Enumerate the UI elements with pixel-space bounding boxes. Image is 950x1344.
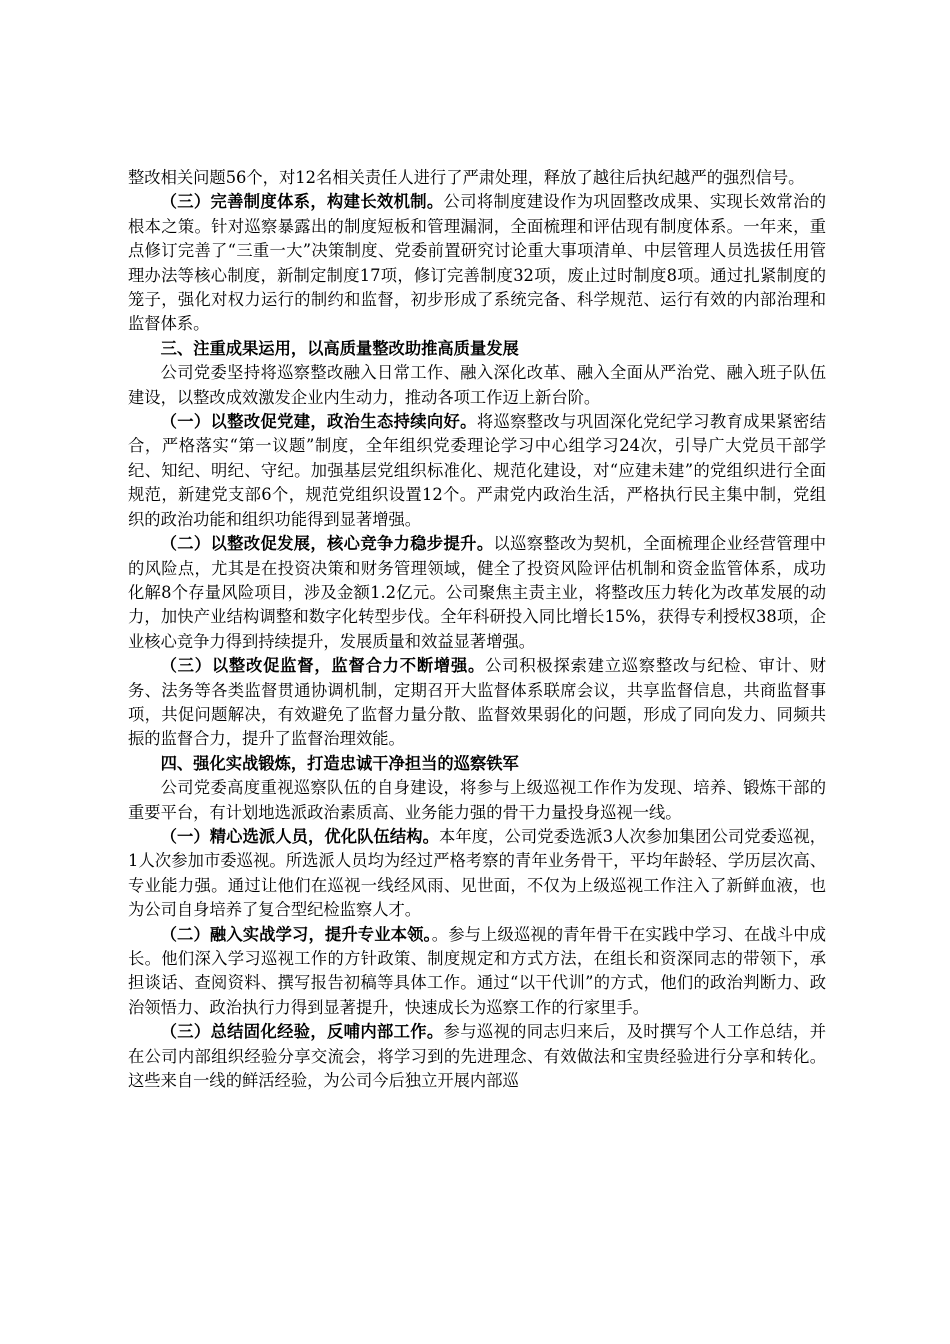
paragraph-subsection — [128, 1020, 826, 1093]
paragraph-text-content: 公司党委高度重视巡察队伍的自身建设，将参与上级巡视工作作为发现、培养、锻炼干部的重要平台，有计划地选派政治素质高、业务能力强的骨干力量投身巡视一线。 — [128, 778, 826, 822]
subsection-title: （二）以整改促发展，核心竞争力稳步提升。 — [160, 534, 494, 554]
paragraph-text: 。参与上级巡视的青年骨干在实践中学习、在战斗中成长。他们深入学习巡视工作的方针政策、制度规定和方式方法，在组长和资深同志的带领下，承担谈话、查阅资料、撰写报告初稿等具体工作。通过“以干代训”的方式，他们的政治判断力、政治领悟力、政治执行力得到显著提升，快速成长为巡察工作的行家里手。 — [128, 924, 826, 1017]
subsection-title: （一）以整改促党建，政治生态持续向好。 — [160, 412, 477, 432]
paragraph-text: 将巡察整改与巩固深化党纪学习教育成果紧密结合，严格落实“第一议题”制度，全年组织党委理论学习中心组学习24次，引导广大党员干部学纪、知纪、明纪、守纪。加强基层党组织标准化、规范化建设，对“应建未建”的党组织进行全面规范，新建党支部6个，规范党组织设置12个。严肃党内政治生活，严格执行民主集中制，党组织的政治功能和组织功能得到显著增强。 — [128, 412, 826, 529]
paragraph-subsection — [128, 532, 826, 654]
paragraph-subsection — [128, 190, 826, 336]
section-heading: 三、注重成果运用，以高质量整改助推高质量发展 — [160, 338, 519, 358]
paragraph-text: 公司积极探索建立巡察整改与纪检、审计、财务、法务等各类监督贯通协调机制，定期召开大监督体系联席会议，共享监督信息，共商监督事项，共促问题解决，有效避免了监督力量分散、监督效果弱化的问题，形成了同向发力、同频共振的监督合力，提升了监督治理效能。 — [128, 656, 826, 749]
paragraph-text: 公司将制度建设作为巩固整改成果、实现长效常治的根本之策。针对巡察暴露出的制度短板和管理漏洞，全面梳理和评估现有制度体系。一年来，重点修订完善了“三重一大”决策制度、党委前置研究讨论重大事项清单、中层管理人员选拔任用管理办法等核心制度，新制定制度17项，修订完善制度32项，废止过时制度8项。通过扎紧制度的笼子，强化对权力运行的制约和监督，初步形成了系统完备、科学规范、运行有效的内部治理和监督体系。 — [128, 192, 826, 334]
paragraph-text: 本年度，公司党委选派3人次参加集团公司党委巡视，1人次参加市委巡视。所选派人员均为经过严格考察的青年业务骨干，平均年龄轻、学历层次高、专业能力强。通过让他们在巡视一线经风雨、见世面，不仅为上级巡视工作注入了新鲜血液，也为公司自身培养了复合型纪检监察人才。 — [128, 826, 826, 920]
paragraph-text — [128, 361, 826, 410]
paragraph-continuation — [128, 166, 826, 190]
subsection-title: （三）完善制度体系，构建长效机制。 — [160, 192, 444, 212]
subsection-title: （三）总结固化经验，反哺内部工作。 — [160, 1022, 444, 1042]
paragraph-subsection — [128, 923, 826, 1021]
paragraph-subsection — [128, 825, 826, 923]
paragraph-text-content: 公司党委坚持将巡察整改融入日常工作、融入深化改革、融入全面从严治党、融入班子队伍建设，以整改成效激发企业内生动力，推动各项工作迈上新台阶。 — [128, 363, 826, 407]
paragraph-text: 整改相关问题56个，对12名相关责任人进行了严肃处理，释放了越往后执纪越严的强烈信号。 — [128, 168, 805, 187]
subsection-title: （二）融入实战学习，提升专业本领。 — [160, 924, 432, 944]
subsection-title: （三）以整改促监督，监督合力不断增强。 — [160, 656, 486, 676]
paragraph-text — [128, 776, 826, 825]
paragraph-subsection — [128, 410, 826, 532]
paragraph-text: 参与巡视的同志归来后，及时撰写个人工作总结，并在公司内部组织经验分享交流会，将学习到的先进理念、有效做法和宝贵经验进行分享和转化。这些来自一线的鲜活经验，为公司今后独立开展内部巡 — [128, 1022, 826, 1091]
document-body — [128, 166, 826, 1093]
section-heading: 四、强化实战锻炼，打造忠诚干净担当的巡察铁军 — [160, 753, 519, 773]
subsection-title: （一）精心选派人员，优化队伍结构。 — [160, 826, 439, 846]
paragraph-text: 以巡察整改为契机，全面梳理企业经营管理中的风险点，尤其是在投资决策和财务管理领域，健全了投资风险评估机制和资金监管体系，成功化解8个存量风险项目，涉及金额1.2亿元。公司聚焦主责主业，将整改压力转化为改革发展的动力，加快产业结构调整和数字化转型步伐。全年科研投入同比增长15%，获得专利授权38项，企业核心竞争力得到持续提升，发展质量和效益显著增强。 — [128, 534, 826, 651]
paragraph-subsection — [128, 654, 826, 752]
